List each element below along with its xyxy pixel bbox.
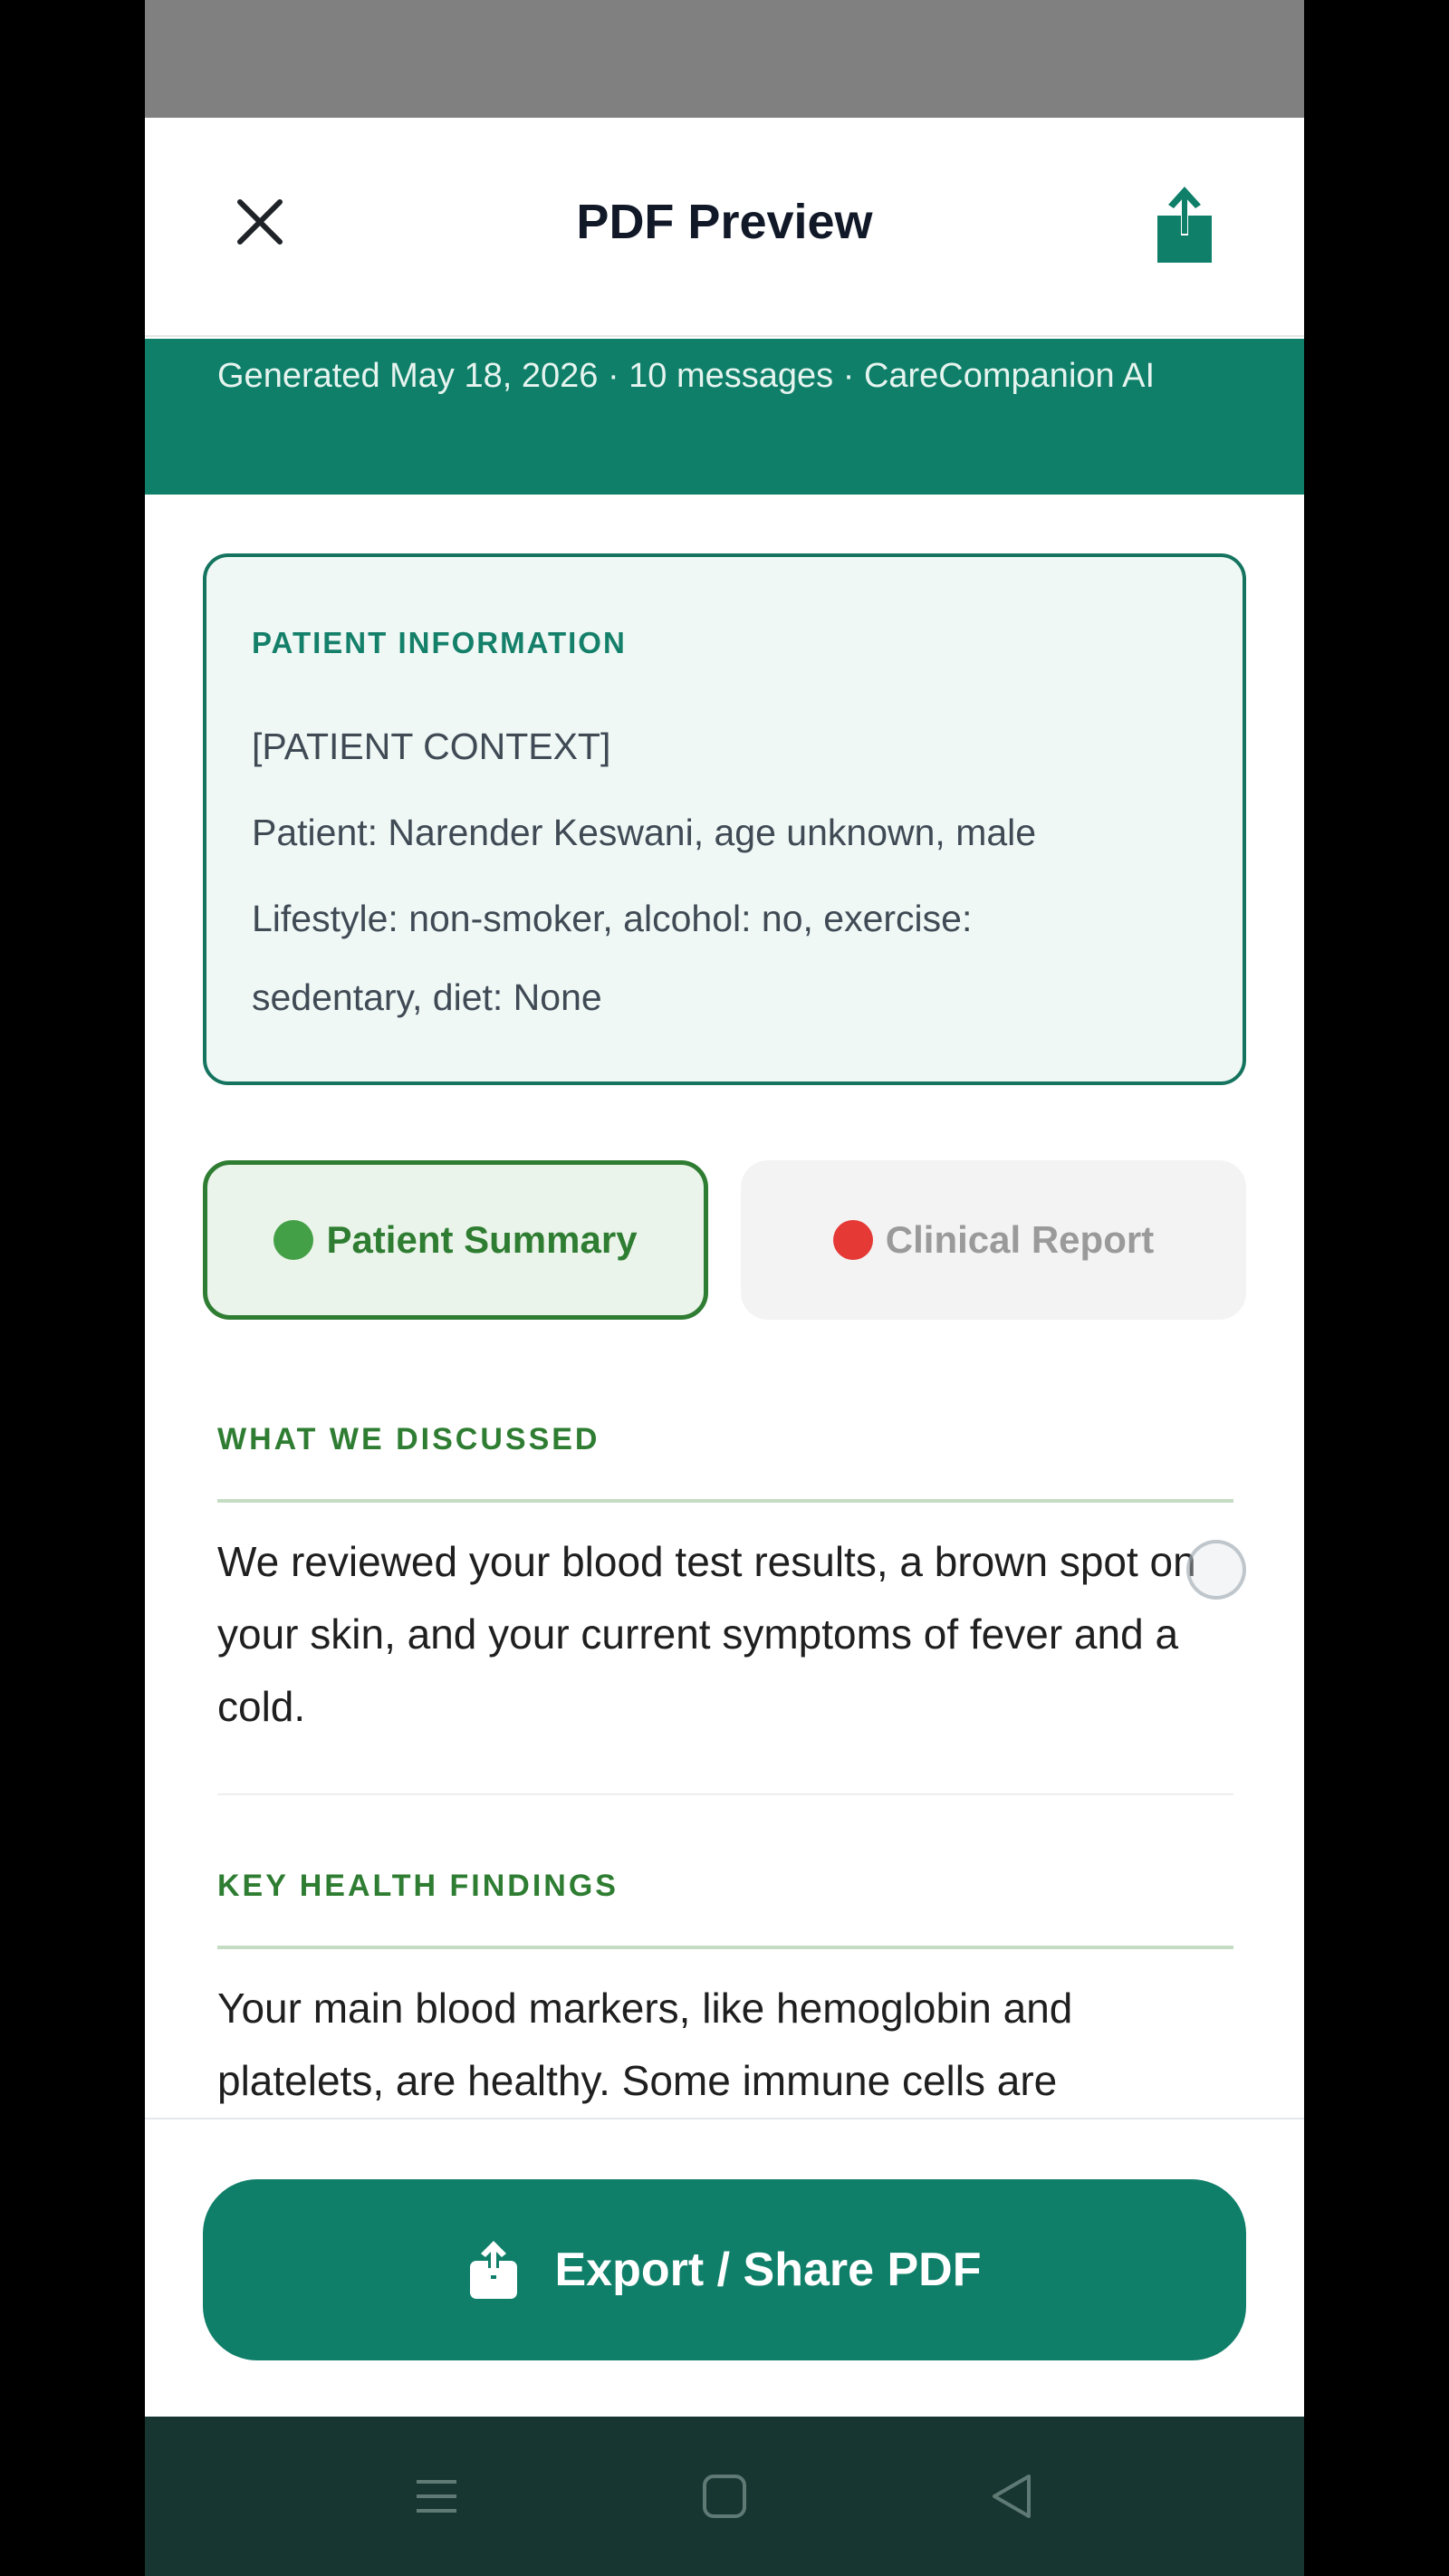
status-bar-dim [145, 0, 1304, 118]
bottom-action-bar [145, 2118, 1304, 2417]
export-button-label: Export / Share PDF [554, 2244, 982, 2296]
report-meta: Generated May 18, 2026 · 10 messages · CareCompanion AI [217, 357, 1156, 395]
share-upload-icon [468, 2241, 519, 2299]
tab-patient-summary[interactable] [203, 1160, 708, 1320]
phone-screen [145, 0, 1304, 2576]
export-share-pdf-button[interactable] [203, 2179, 1246, 2360]
touch-indicator [1186, 1540, 1246, 1600]
tab-label: Clinical Report [885, 1218, 1155, 1261]
patient-context-label: [PATIENT CONTEXT] [252, 726, 611, 767]
section-divider [217, 1946, 1233, 1949]
system-nav-bar [145, 2417, 1304, 2576]
back-triangle-icon[interactable] [985, 2469, 1040, 2523]
page-title: PDF Preview [576, 195, 873, 249]
tab-label: Patient Summary [326, 1218, 638, 1261]
lifestyle-line-cont: sedentary, diet: None [252, 976, 602, 1018]
section-body-discussed: We reviewed your blood test results, a brown spot on your skin, and your current symptoms of fever and a cold. [217, 1538, 1196, 1730]
section-separator [217, 1793, 1233, 1795]
patient-info-card [203, 553, 1246, 1085]
report-banner [145, 339, 1304, 495]
menu-icon[interactable] [409, 2469, 464, 2523]
green-dot-icon [273, 1220, 313, 1260]
section-body-findings: Your main blood markers, like hemoglobin and platelets, are healthy. Some immune cells are [217, 1985, 1073, 2104]
patient-info-heading: PATIENT INFORMATION [252, 626, 627, 659]
share-button[interactable] [1148, 187, 1221, 263]
section-heading-findings: KEY HEALTH FINDINGS [217, 1869, 619, 1903]
tab-clinical-report[interactable] [741, 1160, 1246, 1320]
home-square-icon[interactable] [697, 2469, 752, 2523]
app-header [145, 118, 1304, 337]
section-divider [217, 1499, 1233, 1503]
lifestyle-line: Lifestyle: non-smoker, alcohol: no, exercise: [252, 898, 973, 939]
section-heading-discussed: WHAT WE DISCUSSED [217, 1422, 600, 1456]
patient-name-line: Patient: Narender Keswani, age unknown, male [252, 812, 1037, 853]
red-dot-icon [833, 1220, 873, 1260]
share-upload-icon [1148, 187, 1221, 263]
